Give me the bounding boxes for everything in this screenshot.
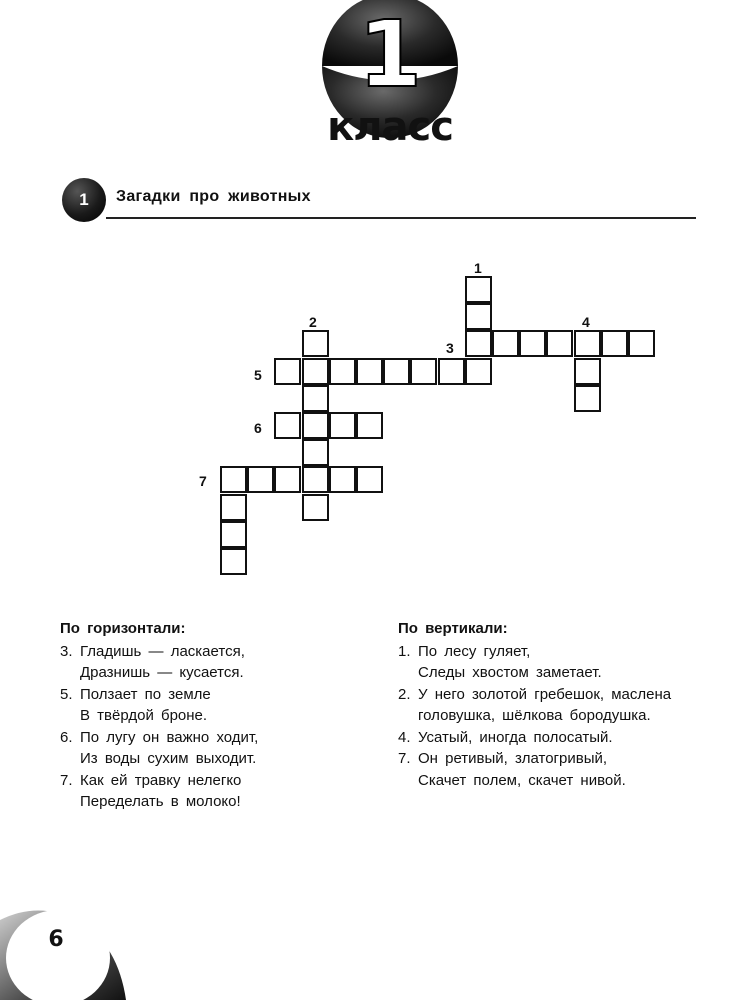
clue-line: Усатый, иногда полосатый. — [418, 728, 613, 746]
crossword-cell[interactable] — [274, 358, 301, 385]
clue-item — [398, 727, 728, 749]
crossword-cell[interactable] — [302, 412, 329, 439]
clue-line: По лесу гуляет, — [418, 642, 531, 660]
clue-number: 5. — [60, 685, 73, 703]
crossword-cell[interactable] — [465, 303, 492, 330]
crossword-number-6: 6 — [254, 420, 262, 436]
clue-line: Из воды сухим выходит. — [80, 750, 257, 767]
crossword-cell[interactable] — [302, 385, 329, 412]
crossword-cell[interactable] — [220, 494, 247, 521]
clues-horizontal — [60, 618, 360, 813]
clues-horizontal-heading: По горизонтали: — [60, 620, 186, 637]
clue-number: 3. — [60, 642, 73, 660]
crossword-cell[interactable] — [302, 330, 329, 357]
clue-number: 1. — [398, 642, 411, 660]
crossword-number-4: 4 — [582, 314, 590, 330]
clue-line: Дразнишь — кусается. — [80, 664, 244, 681]
clue-item — [398, 748, 728, 791]
crossword-cell[interactable] — [465, 330, 492, 357]
crossword-number-1: 1 — [474, 260, 482, 276]
section-divider — [106, 217, 696, 219]
clue-line: В твёрдой броне. — [80, 707, 208, 724]
clue-line: головушка, шёлкова бородушка. — [418, 707, 651, 724]
crossword-cell[interactable] — [329, 412, 356, 439]
clue-item — [398, 684, 728, 727]
crossword-cell[interactable] — [546, 330, 573, 357]
clue-line: Как ей травку нелегко — [80, 771, 242, 789]
crossword-cell[interactable] — [302, 466, 329, 493]
crossword-cell[interactable] — [519, 330, 546, 357]
crossword-cell[interactable] — [220, 466, 247, 493]
clue-number: 7. — [398, 750, 411, 767]
crossword-cell[interactable] — [574, 385, 601, 412]
crossword-cell[interactable] — [574, 330, 601, 357]
section-title: Загадки про животных — [116, 188, 311, 205]
clues-vertical — [398, 618, 728, 791]
clue-item — [60, 641, 360, 684]
clue-number: 6. — [60, 728, 73, 746]
clue-line: У него золотой гребешок, маслена — [418, 685, 672, 703]
clue-item — [60, 727, 360, 770]
clue-item — [60, 770, 360, 813]
clue-item — [398, 641, 728, 684]
clue-item — [60, 684, 360, 727]
clue-line: Гладишь — ласкается, — [80, 642, 245, 660]
grade-number: 1 — [357, 1, 423, 108]
clue-line: Переделать в молоко! — [80, 793, 241, 810]
crossword-cell[interactable] — [302, 358, 329, 385]
section-number-badge: 1 — [62, 178, 106, 222]
crossword-number-3: 3 — [446, 340, 454, 356]
crossword-cell[interactable] — [329, 466, 356, 493]
crossword-cell[interactable] — [438, 358, 465, 385]
crossword-cell[interactable] — [628, 330, 655, 357]
crossword-cell[interactable] — [465, 358, 492, 385]
crossword-cell[interactable] — [302, 494, 329, 521]
crossword-number-2: 2 — [309, 314, 317, 330]
crossword-cell[interactable] — [465, 276, 492, 303]
clue-number: 7. — [60, 771, 73, 789]
clue-number: 2. — [398, 685, 411, 703]
grade-label: класс — [327, 104, 453, 150]
section-header — [62, 178, 696, 222]
page-number: 6 — [48, 927, 64, 952]
crossword-number-7: 7 — [199, 473, 207, 489]
crossword-cell[interactable] — [492, 330, 519, 357]
crossword-cell[interactable] — [574, 358, 601, 385]
crossword-cell[interactable] — [383, 358, 410, 385]
clue-number: 4. — [398, 728, 411, 746]
crossword-number-5: 5 — [254, 367, 262, 383]
grade-badge-graphic — [318, 0, 478, 150]
clue-line: Скачет полем, скачет нивой. — [418, 771, 626, 789]
clue-line: Ползает по земле — [80, 685, 211, 703]
crossword-cell[interactable] — [302, 439, 329, 466]
clues-vertical-heading: По вертикали: — [398, 620, 508, 637]
clue-line: Он ретивый, златогривый, — [418, 750, 608, 767]
crossword-cell[interactable] — [274, 466, 301, 493]
clue-line: Следы хвостом заметает. — [418, 664, 602, 681]
crossword-cell[interactable] — [274, 412, 301, 439]
grade-badge — [318, 0, 478, 150]
crossword-cell[interactable] — [329, 358, 356, 385]
crossword-cell[interactable] — [601, 330, 628, 357]
crossword-cell[interactable] — [220, 521, 247, 548]
crossword-cell[interactable] — [356, 412, 383, 439]
crossword-cell[interactable] — [247, 466, 274, 493]
crossword-cell[interactable] — [356, 358, 383, 385]
crossword-cell[interactable] — [356, 466, 383, 493]
crossword-cell[interactable] — [410, 358, 437, 385]
clue-line: По лугу он важно ходит, — [80, 728, 259, 746]
crossword-cell[interactable] — [220, 548, 247, 575]
